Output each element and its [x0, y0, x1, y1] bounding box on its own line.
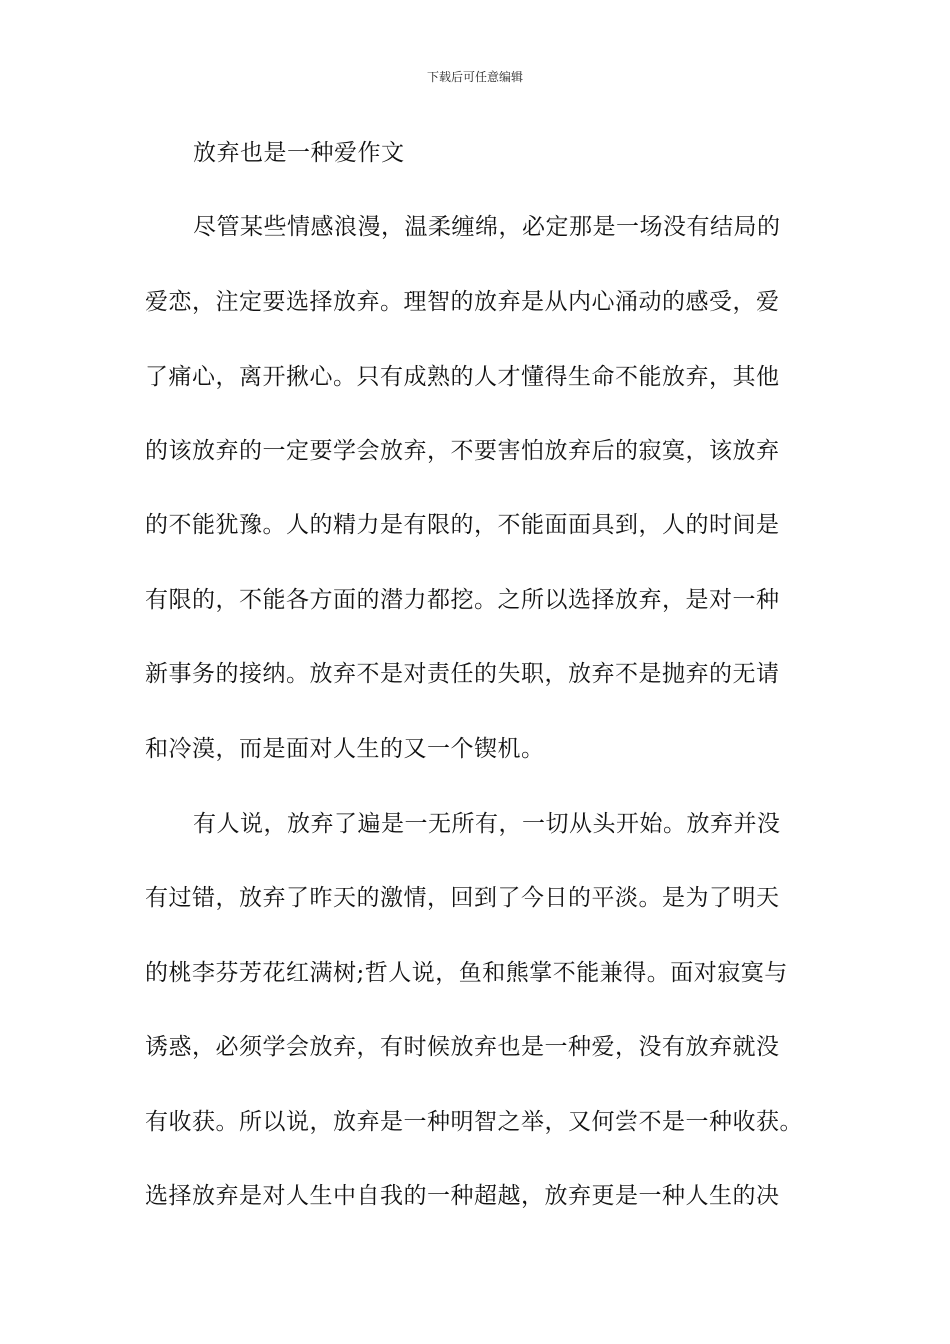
- text-line: 有收获。所以说，放弃是一种明智之举，又何尝不是一种收获。: [145, 1109, 803, 1135]
- text-line: 的桃李芬芳花红满树;哲人说，鱼和熊掌不能兼得。面对寂寞与: [145, 960, 788, 986]
- text-line: 尽管某些情感浪漫，温柔缠绵，必定那是一场没有结局的: [193, 214, 781, 240]
- text-line: 新事务的接纳。放弃不是对责任的失职，放弃不是抛弃的无请: [145, 661, 780, 687]
- text-line: 的不能犹豫。人的精力是有限的，不能面面具到，人的时间是: [145, 512, 780, 538]
- document-title: 放弃也是一种爱作文: [193, 140, 405, 166]
- text-line: 诱惑，必须学会放弃，有时候放弃也是一种爱，没有放弃就没: [145, 1034, 780, 1060]
- text-line: 有限的，不能各方面的潜力都挖。之所以选择放弃，是对一种: [145, 587, 780, 613]
- page-header: 下载后可任意编辑: [426, 70, 523, 84]
- text-line: 了痛心，离开揪心。只有成熟的人才懂得生命不能放弃，其他: [145, 364, 780, 390]
- text-line: 的该放弃的一定要学会放弃，不要害怕放弃后的寂寞，该放弃: [145, 438, 780, 464]
- text-line: 和冷漠，而是面对人生的又一个锲机。: [145, 736, 545, 762]
- text-line: 选择放弃是对人生中自我的一种超越，放弃更是一种人生的决: [145, 1183, 780, 1209]
- text-line: 有人说，放弃了遍是一无所有，一切从头开始。放弃并没: [193, 811, 781, 837]
- text-line: 爱恋，注定要选择放弃。理智的放弃是从内心涌动的感受，爱: [145, 289, 780, 315]
- text-line: 有过错，放弃了昨天的激情，回到了今日的平淡。是为了明天: [145, 885, 780, 911]
